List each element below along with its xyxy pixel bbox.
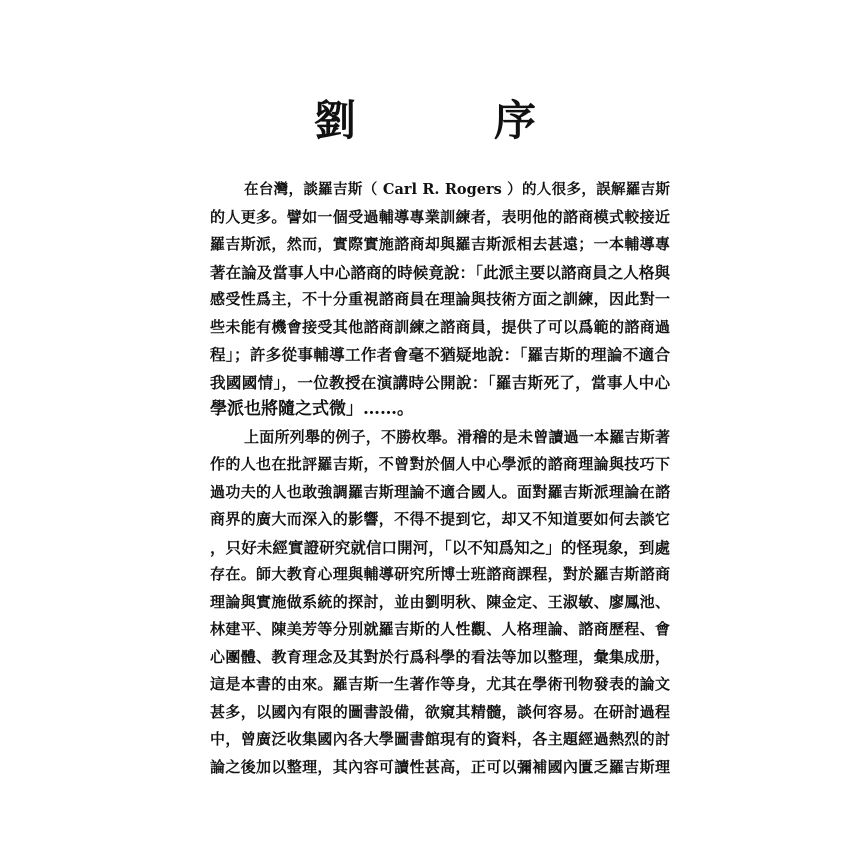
text-line: 我國國情」，一位教授在演講時公開說：「羅吉斯死了，當事人中心 <box>210 372 670 392</box>
preface-title: 劉 序 <box>313 96 584 145</box>
text-line: ，只好未經實證研究就信口開河，「以不知爲知之」的怪現象，到處 <box>210 537 670 557</box>
text-line: 論之後加以整理，其內容可讀性甚高，正可以彌補國內匱乏羅吉斯理 <box>210 757 670 776</box>
text-line: 的人更多。譬如一個受過輔導專業訓練者，表明他的諮商模式較接近 <box>210 207 670 226</box>
text-line: 這是本書的由來。羅吉斯一生著作等身，尤其在學術刊物發表的論文 <box>210 675 670 693</box>
text-line: 作的人也在批評羅吉斯，不曾對於個人中心學派的諮商理論與技巧下 <box>210 455 670 473</box>
text-line: 感受性爲主，不十分重視諮商員在理論與技術方面之訓練，因此對一 <box>210 290 670 308</box>
text-line: 些未能有機會接受其他諮商訓練之諮商員，提供了可以爲範的諮商過 <box>210 317 670 336</box>
text-line: 存在。師大教育心理與輔導研究所博士班諮商課程，對於羅吉斯諮商 <box>210 565 670 583</box>
text-line: 程」；許多從事輔導工作者會毫不猶疑地說：「羅吉斯的理論不適合 <box>210 345 670 364</box>
preface-body <box>210 176 670 781</box>
text-line: 中，曾廣泛收集國內各大學圖書館現有的資料，各主題經過熱烈的討 <box>210 730 670 748</box>
text-line: 商界的廣大而深入的影響，不得不提到它，却又不知道要如何去談它 <box>210 510 670 528</box>
text-line: 著在論及當事人中心諮商的時候竟說：「此派主要以諮商員之人格與 <box>210 262 670 282</box>
text-line: 甚多，以國內有限的圖書設備，欲窺其精髓，談何容易。在研討過程 <box>210 702 670 721</box>
paragraph-2 <box>210 424 670 782</box>
text-line: 理論與實施做系統的探討，並由劉明秋、陳金定、王淑敏、廖鳳池、 <box>210 592 670 611</box>
text-line: 在台灣，談羅吉斯（ Carl R. Rogers ）的人很多，誤解羅吉斯 <box>244 181 670 198</box>
text-line: 過功夫的人也敢強調羅吉斯理論不適合國人。面對羅吉斯派理論在諮 <box>210 482 670 501</box>
text-line: 上面所列舉的例子，不勝枚舉。滑稽的是未曾讀過一本羅吉斯著 <box>244 427 670 446</box>
paragraph-1 <box>210 176 670 424</box>
text-line: 心團體、教育理念及其對於行爲科學的看法等加以整理，彙集成册， <box>210 647 670 666</box>
text-line: 羅吉斯派，然而，實際實施諮商却與羅吉斯派相去甚遠；一本輔導專 <box>210 235 670 253</box>
text-line: 學派也將隨之式微」……。 <box>210 399 414 419</box>
text-line: 林建平、陳美芳等分別就羅吉斯的人性觀、人格理論、諮商歷程、會 <box>210 620 670 638</box>
